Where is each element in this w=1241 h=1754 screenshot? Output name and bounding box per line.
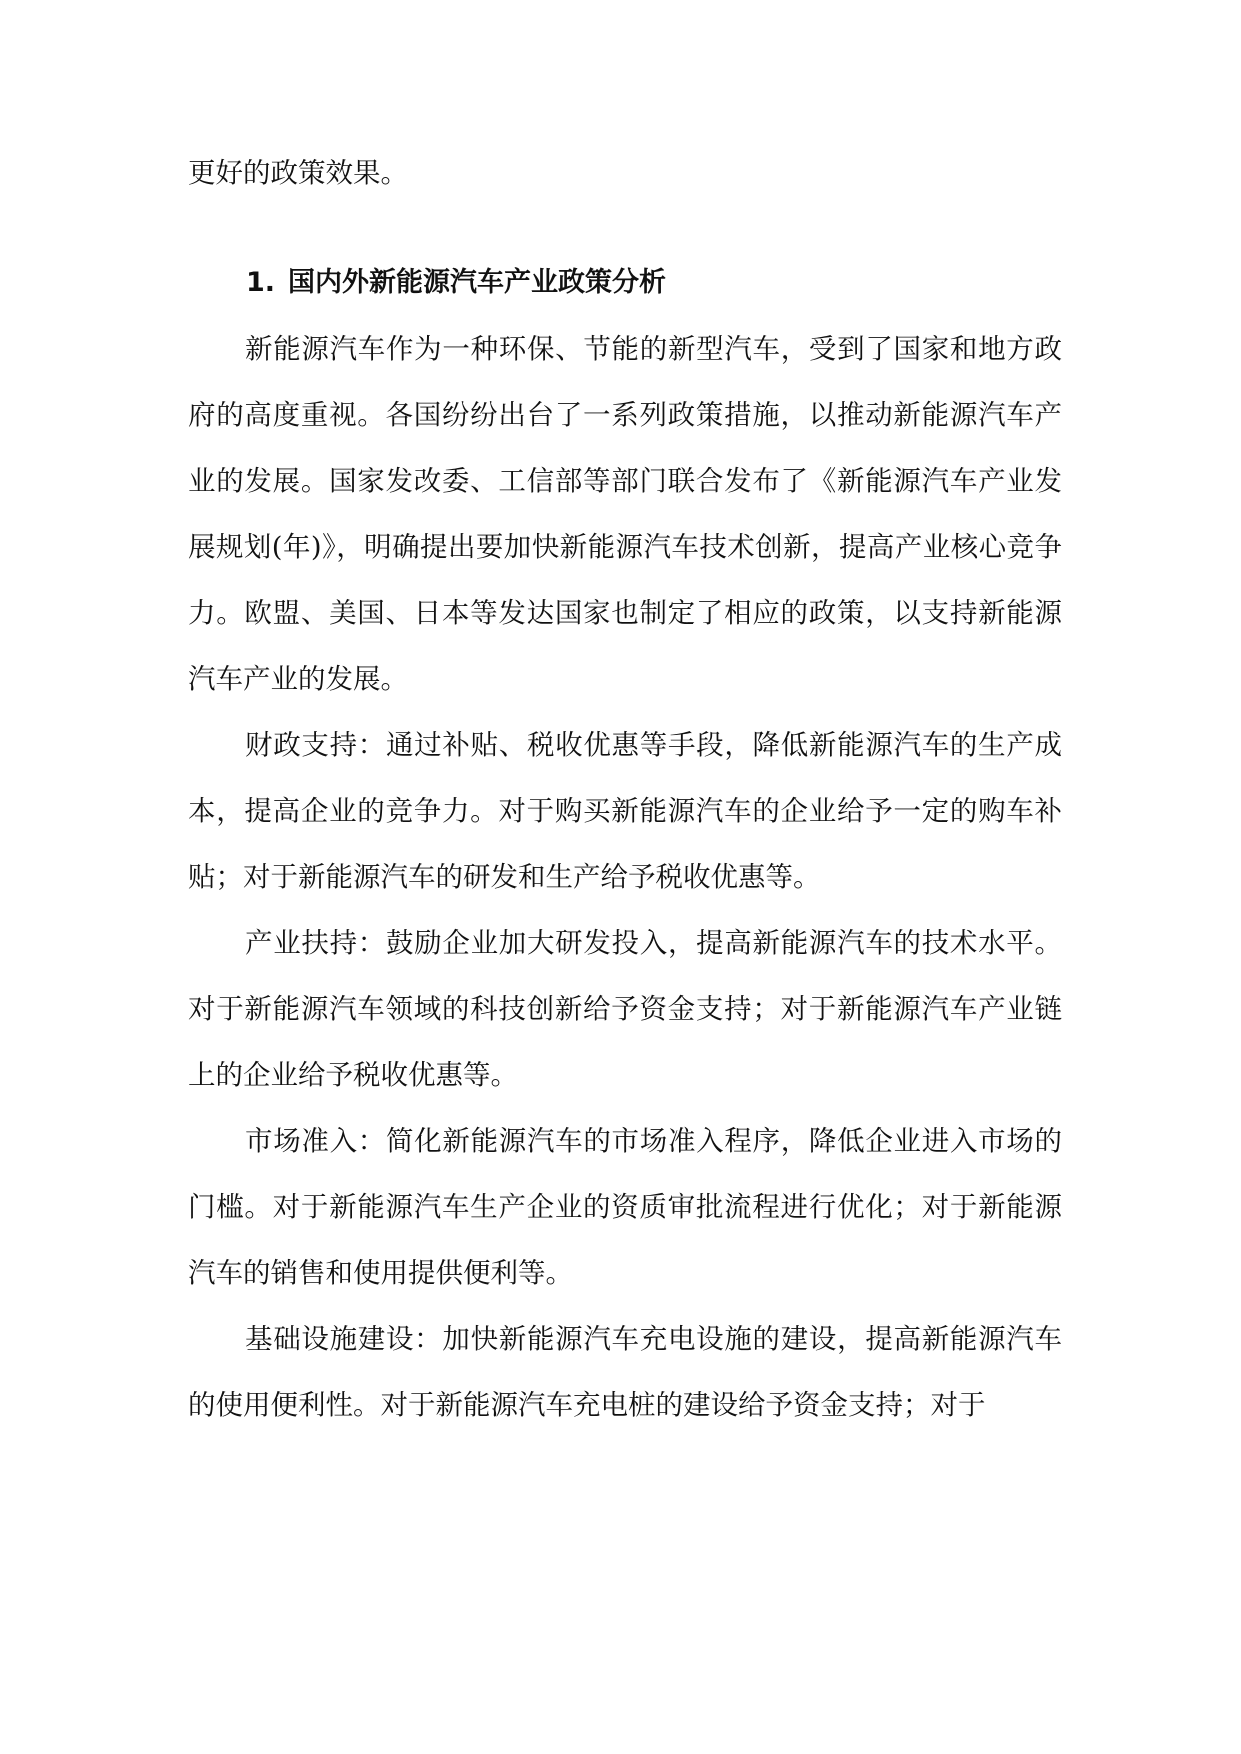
paragraph-intro: 新能源汽车作为一种环保、节能的新型汽车，受到了国家和地方政府的高度重视。各国纷纷出台了一系列政策措施，以推动新能源汽车产业的发展。国家发改委、工信部等部门联合发布了《新能源汽车产业发展规划(年)》，明确提出要加快新能源汽车技术创新，提高产业核心竞争力。欧盟、美国、日本等发达国家也制定了相应的政策，以支持新能源汽车产业的发展。	[188, 333, 1062, 695]
section-heading	[188, 250, 1062, 316]
paragraph-fiscal-support: 财政支持：通过补贴、税收优惠等手段，降低新能源汽车的生产成本，提高企业的竞争力。对于购买新能源汽车的企业给予一定的购车补贴；对于新能源汽车的研发和生产给予税收优惠等。	[188, 729, 1062, 893]
section-title: 国内外新能源汽车产业政策分析	[288, 267, 666, 298]
section-number: 1.	[246, 267, 276, 298]
paragraph-infrastructure: 基础设施建设：加快新能源汽车充电设施的建设，提高新能源汽车的使用便利性。对于新能源汽车充电桩的建设给予资金支持；对于	[188, 1323, 1062, 1421]
paragraph-market-access: 市场准入：简化新能源汽车的市场准入程序，降低企业进入市场的门槛。对于新能源汽车生产企业的资质审批流程进行优化；对于新能源汽车的销售和使用提供便利等。	[188, 1125, 1062, 1289]
continuation-text: 更好的政策效果。	[188, 157, 408, 189]
document-body	[188, 140, 1062, 1438]
paragraph-industry-support: 产业扶持：鼓励企业加大研发投入，提高新能源汽车的技术水平。对于新能源汽车领域的科技创新给予资金支持；对于新能源汽车产业链上的企业给予税收优惠等。	[188, 927, 1062, 1091]
